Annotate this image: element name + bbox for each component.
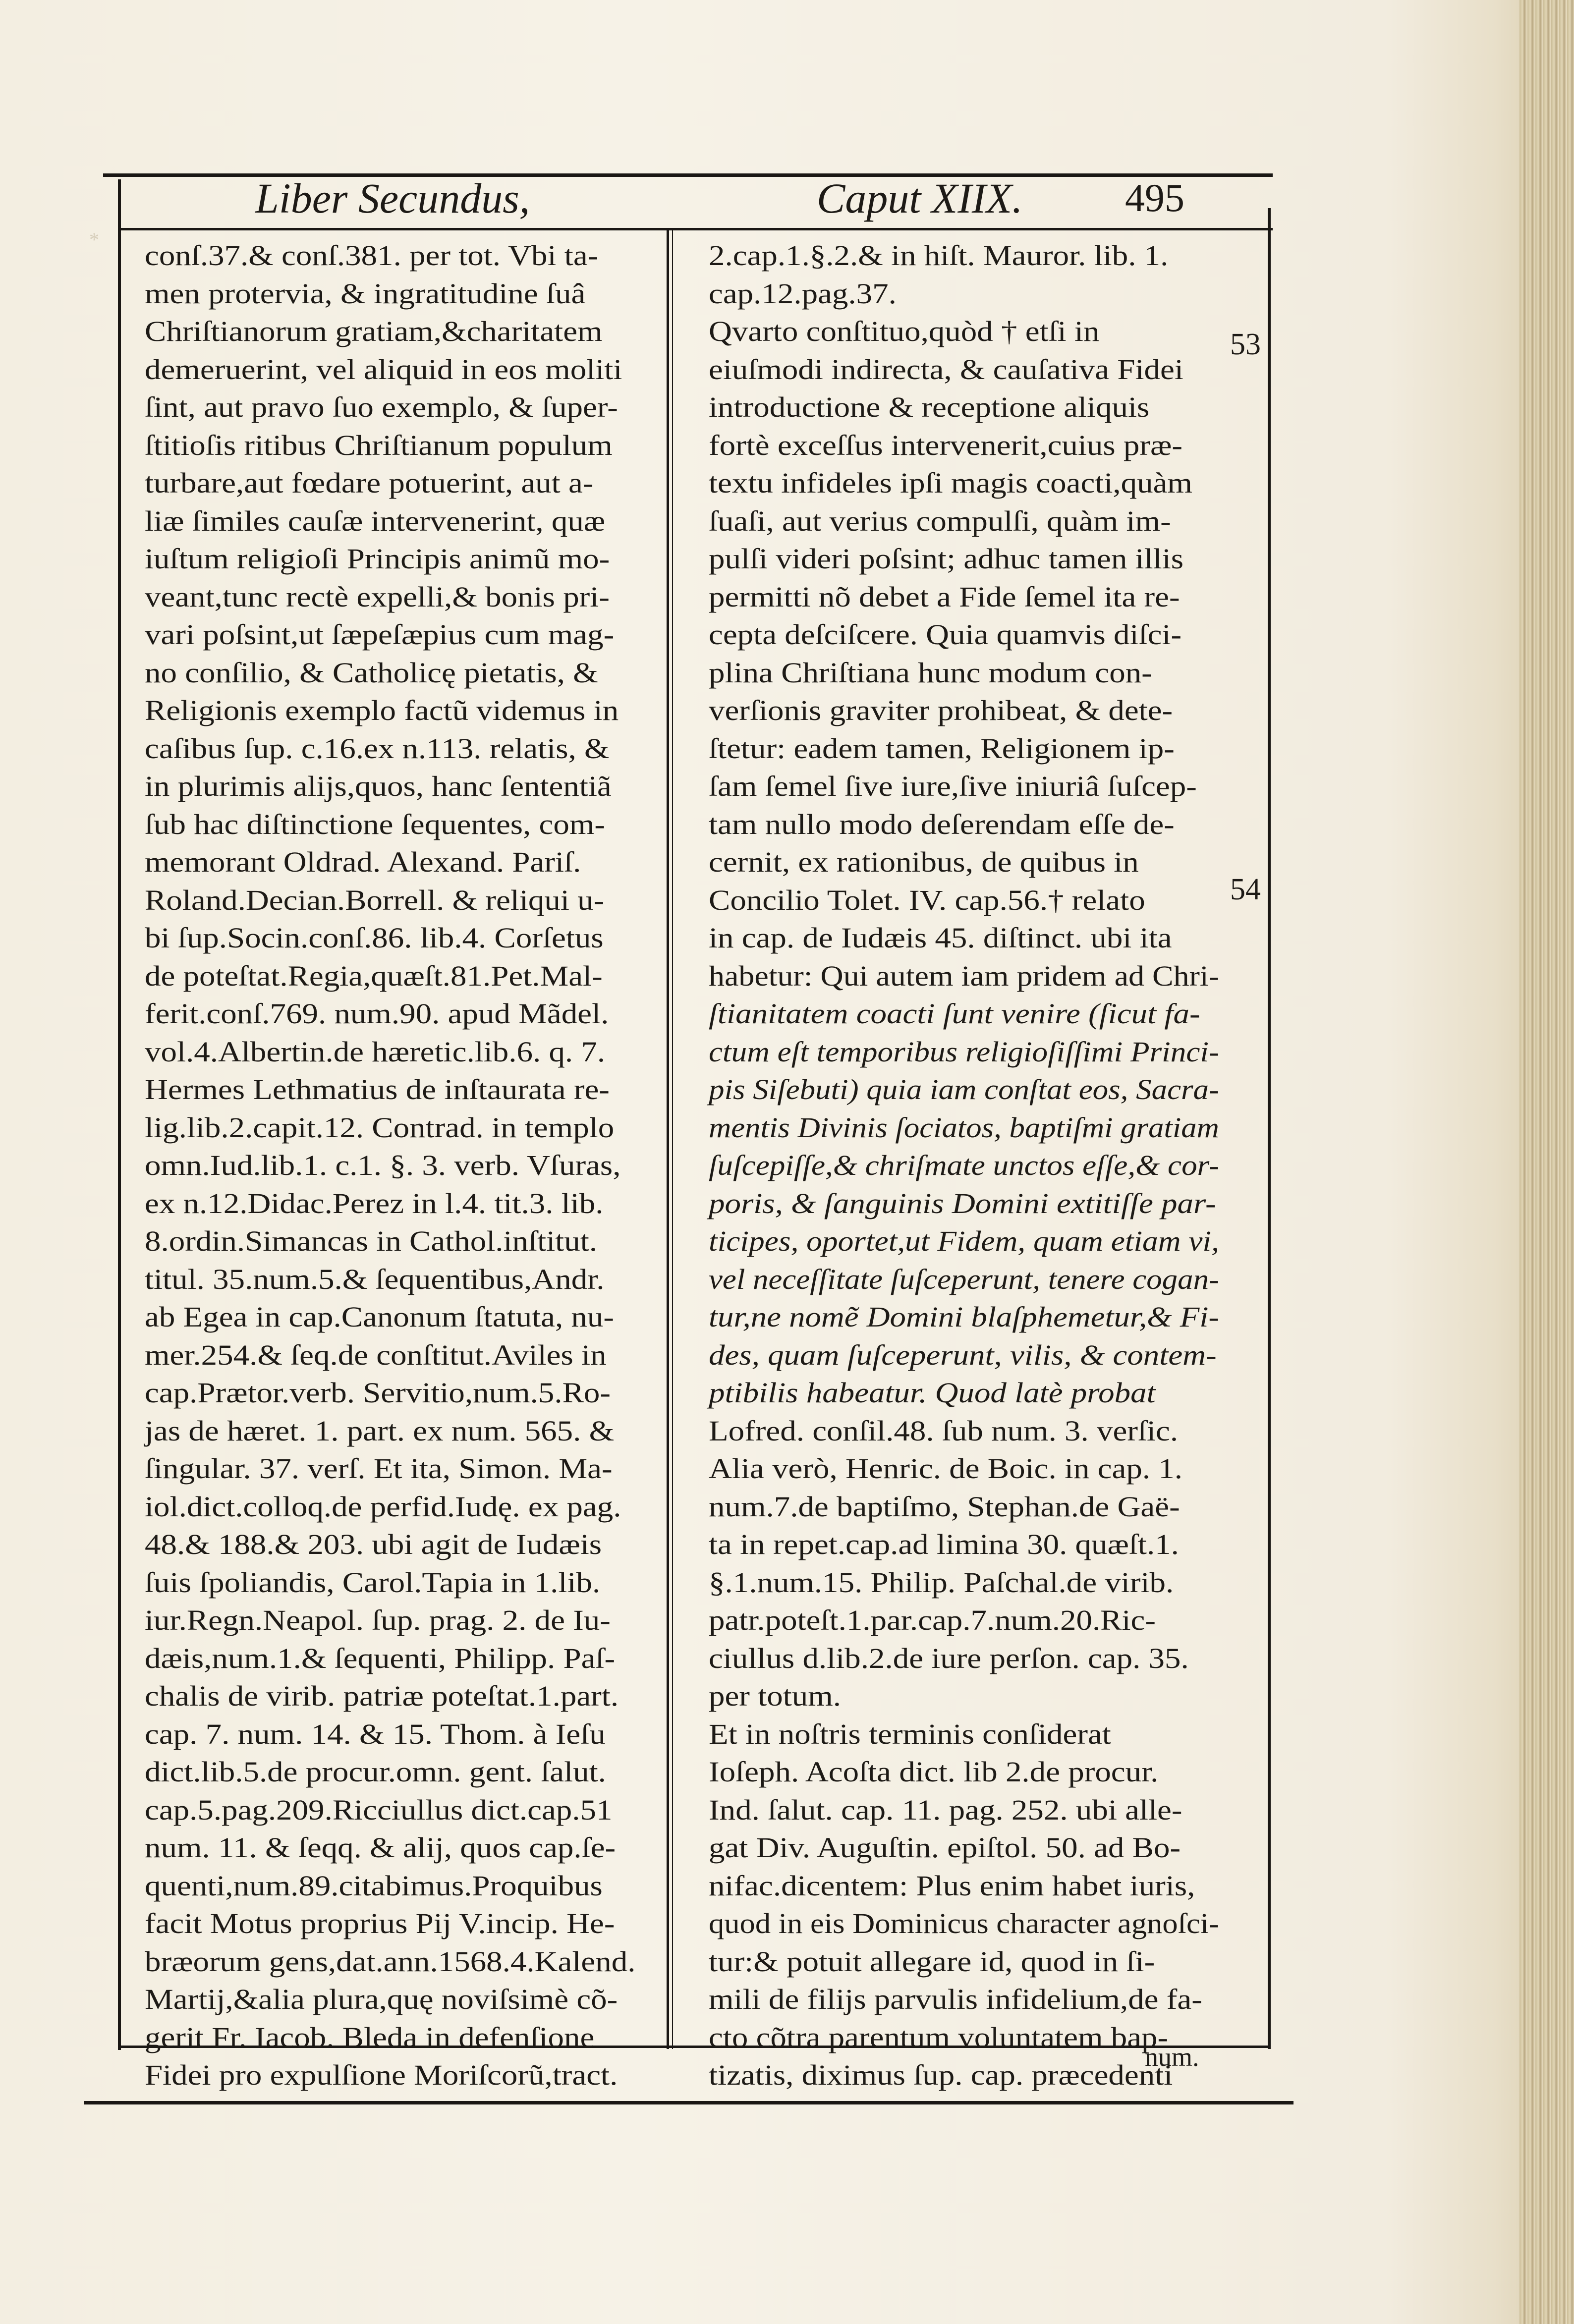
text-line: per totum.	[709, 1680, 842, 1712]
text-line: tizatis, diximus ſup. cap. præcedenti	[709, 2059, 1173, 2091]
text-line: fortè exceſſus intervenerit,cuius præ-	[709, 429, 1183, 461]
center-divider	[667, 228, 669, 2049]
text-line: des, quam ſuſceperunt, vilis, & contem-	[709, 1338, 1217, 1371]
text-line: ſub hac diſtinctione ſequentes, com-	[145, 808, 606, 840]
text-line: num.7.de baptiſmo, Stephan.de Gaë-	[709, 1490, 1180, 1523]
text-line: Qvarto conſtituo,quòd † etſi in	[709, 315, 1100, 347]
text-line: introductione & receptione aliquis	[709, 391, 1150, 423]
text-line: Fidei pro expulſione Moriſcorũ,tract.	[145, 2059, 618, 2091]
text-line: quod in eis Dominicus character agnoſci-	[709, 1907, 1219, 1939]
text-line: conſ.37.& conſ.381. per tot. Vbi ta-	[145, 239, 599, 272]
text-line: ex n.12.Didac.Perez in l.4. tit.3. lib.	[145, 1187, 604, 1219]
text-line: patr.poteſt.1.par.cap.7.num.20.Ric-	[709, 1604, 1156, 1636]
text-line: cap.5.pag.209.Ricciullus dict.cap.51	[145, 1793, 613, 1826]
text-line: mili de filijs parvulis infidelium,de fa-	[709, 1983, 1202, 2015]
text-line: iur.Regn.Neapol. ſup. prag. 2. de Iu-	[145, 1604, 611, 1636]
right-text-column	[709, 237, 1219, 2091]
margin-note-53: 53	[1230, 328, 1261, 361]
text-line: 2.cap.1.§.2.& in hiſt. Mauror. lib. 1.	[709, 239, 1169, 272]
left-border	[118, 179, 121, 2050]
text-line: ferit.conſ.769. num.90. apud Mãdel.	[145, 997, 609, 1030]
text-line: cepta deſciſcere. Quia quamvis diſci-	[709, 618, 1182, 651]
text-line: ſuaſi, aut verius compulſi, quàm im-	[709, 504, 1171, 537]
text-line: eiuſmodi indirecta, & cauſativa Fidei	[709, 353, 1183, 386]
text-line: ſam ſemel ſive iure,ſive iniuriâ ſuſcep-	[709, 770, 1197, 802]
text-line: poris, & ſanguinis Domini extitiſſe par-	[709, 1187, 1216, 1219]
text-line: cap. 7. num. 14. & 15. Thom. à Ieſu	[145, 1717, 606, 1750]
text-line: ta in repet.cap.ad limina 30. quæſt.1.	[709, 1528, 1179, 1560]
text-line: verſionis graviter prohibeat, & dete-	[709, 694, 1173, 726]
text-line: nifac.dicentem: Plus enim habet iuris,	[709, 1869, 1195, 1902]
bleed-through-mark: *	[89, 228, 99, 251]
text-line: liæ ſimiles cauſæ intervenerint, quæ	[145, 504, 606, 537]
text-line: demeruerint, vel aliquid in eos moliti	[145, 353, 622, 386]
text-line: men protervia, & ingratitudine ſuâ	[145, 277, 586, 310]
text-line: Chriſtianorum gratiam,&charitatem	[145, 315, 603, 347]
text-line: cap.12.pag.37.	[709, 277, 897, 310]
text-line: 8.ordin.Simancas in Cathol.inſtitut.	[145, 1225, 597, 1257]
text-line: ſint, aut pravo ſuo exemplo, & ſuper-	[145, 391, 618, 423]
text-line: caſibus ſup. c.16.ex n.113. relatis, &	[145, 732, 610, 765]
text-line: Martij,&alia plura,quę noviſsimè cõ-	[145, 1983, 618, 2015]
header-rule	[118, 228, 1273, 230]
running-head-right: Caput XIIX.	[817, 174, 1023, 222]
text-line: jas de hæret. 1. part. ex num. 565. &	[145, 1414, 615, 1447]
text-line: ciullus d.lib.2.de iure perſon. cap. 35.	[709, 1642, 1189, 1674]
text-line: in plurimis alijs,quos, hanc ſententiã	[145, 770, 612, 802]
text-line: ſtitioſis ritibus Chriſtianum populum	[145, 429, 613, 461]
text-line: 48.& 188.& 203. ubi agit de Iudæis	[145, 1528, 602, 1560]
text-line: plina Chriſtiana hunc modum con-	[709, 656, 1152, 689]
text-line: de poteſtat.Regia,quæſt.81.Pet.Mal-	[145, 959, 603, 992]
right-border	[1268, 208, 1271, 2049]
text-line: veant,tunc rectè expelli,& bonis pri-	[145, 580, 610, 613]
text-line: memorant Oldrad. Alexand. Pariſ.	[145, 846, 581, 878]
text-line: quenti,num.89.citabimus.Proquibus	[145, 1869, 603, 1902]
text-line: in cap. de Iudæis 45. diſtinct. ubi ita	[709, 922, 1172, 954]
text-line: facit Motus proprius Pij V.incip. He-	[145, 1907, 615, 1939]
text-line: turbare,aut fœdare potuerint, aut a-	[145, 467, 594, 499]
text-line: tur:& potuit allegare id, quod in ſi-	[709, 1945, 1155, 1978]
text-line: cto cõtra parentum voluntatem bap-	[709, 2021, 1169, 2053]
text-line: no conſilio, & Catholicę pietatis, &	[145, 656, 598, 689]
text-line: Hermes Lethmatius de inſtaurata re-	[145, 1073, 610, 1106]
text-line: Alia verò, Henric. de Boic. in cap. 1.	[709, 1452, 1183, 1485]
text-line: dict.lib.5.de procur.omn. gent. ſalut.	[145, 1756, 606, 1788]
text-line: titul. 35.num.5.& ſequentibus,Andr.	[145, 1263, 605, 1295]
lower-rule	[84, 2101, 1293, 2104]
text-line: num. 11. & ſeqq. & alij, quos cap.ſe-	[145, 1831, 616, 1864]
text-line: bi ſup.Socin.conſ.86. lib.4. Corſetus	[145, 922, 604, 954]
text-line: chalis de virib. patriæ poteſtat.1.part.	[145, 1680, 619, 1712]
text-line: vol.4.Albertin.de hæretic.lib.6. q. 7.	[145, 1035, 606, 1068]
text-line: tam nullo modo deſerendam eſſe de-	[709, 808, 1175, 840]
text-line: cap.Prætor.verb. Servitio,num.5.Ro-	[145, 1377, 611, 1409]
text-line: ſtetur: eadem tamen, Religionem ip-	[709, 732, 1175, 765]
text-line: omn.Iud.lib.1. c.1. §. 3. verb. Vſuras,	[145, 1149, 621, 1181]
text-line: ſuis ſpoliandis, Carol.Tapia in 1.lib.	[145, 1566, 601, 1599]
text-line: Religionis exemplo factũ videmus in	[145, 694, 619, 726]
text-line: lig.lib.2.capit.12. Contrad. in templo	[145, 1111, 615, 1144]
text-line: gerit Fr. Iacob. Bleda in defenſione	[145, 2021, 595, 2053]
running-head-left: Liber Secundus,	[255, 174, 530, 222]
text-line: pis Siſebuti) quia iam conſtat eos, Sacra-	[709, 1073, 1219, 1106]
left-text-column	[145, 237, 655, 2091]
text-line: Roland.Decian.Borrell. & reliqui u-	[145, 884, 605, 916]
text-line: mer.254.& ſeq.de conſtitut.Aviles in	[145, 1338, 607, 1371]
margin-note-54: 54	[1230, 873, 1261, 906]
text-line: bræorum gens,dat.ann.1568.4.Kalend.	[145, 1945, 636, 1978]
text-line: Ioſeph. Acoſta dict. lib 2.de procur.	[709, 1756, 1159, 1788]
text-line: Et in noſtris terminis conſiderat	[709, 1717, 1111, 1750]
text-line: ſuſcepiſſe,& chriſmate unctos eſſe,& cor-	[709, 1149, 1219, 1181]
page-edge	[1519, 0, 1574, 2324]
center-divider-inner	[672, 228, 673, 2049]
text-line: cernit, ex rationibus, de quibus in	[709, 846, 1139, 878]
text-line: tur,ne nomẽ Domini blaſphemetur,& Fi-	[709, 1301, 1219, 1333]
text-line: dæis,num.1.& ſequenti, Philipp. Paſ-	[145, 1642, 616, 1674]
text-line: Lofred. conſil.48. ſub num. 3. verſic.	[709, 1414, 1179, 1447]
text-line: Ind. ſalut. cap. 11. pag. 252. ubi alle-	[709, 1793, 1182, 1826]
text-line: §.1.num.15. Philip. Paſchal.de virib.	[709, 1566, 1174, 1599]
text-line: ab Egea in cap.Canonum ſtatuta, nu-	[145, 1301, 615, 1333]
text-line: ticipes, oportet,ut Fidem, quam etiam vi,	[709, 1225, 1219, 1257]
catchword: num.	[1145, 2042, 1199, 2072]
text-line: ſingular. 37. verſ. Et ita, Simon. Ma-	[145, 1452, 613, 1485]
text-line: ptibilis habeatur. Quod latè probat	[709, 1377, 1156, 1409]
text-line: ctum eſt temporibus religioſiſſimi Princi-	[709, 1035, 1219, 1068]
page-number: 495	[1125, 176, 1184, 220]
text-line: mentis Divinis ſociatos, baptiſmi gratiam	[709, 1111, 1219, 1144]
text-line: vel neceſſitate ſuſceperunt, tenere cogan-	[709, 1263, 1219, 1295]
text-line: iol.dict.colloq.de perfid.Iudę. ex pag.	[145, 1490, 621, 1523]
text-line: permitti nõ debet a Fide ſemel ita re-	[709, 580, 1180, 613]
text-line: textu infideles ipſi magis coacti,quàm	[709, 467, 1192, 499]
text-line: habetur: Qui autem iam pridem ad Chri-	[709, 959, 1219, 992]
text-line: pulſi videri poſsint; adhuc tamen illis	[709, 543, 1184, 575]
text-line: gat Div. Auguſtin. epiſtol. 50. ad Bo-	[709, 1831, 1181, 1864]
text-line: ſtianitatem coacti ſunt venire (ſicut fa-	[709, 997, 1200, 1030]
text-line: Concilio Tolet. IV. cap.56.† relato	[709, 884, 1145, 916]
text-line: vari poſsint,ut ſæpeſæpius cum mag-	[145, 618, 615, 651]
text-line: iuſtum religioſi Principis animũ mo-	[145, 543, 610, 575]
